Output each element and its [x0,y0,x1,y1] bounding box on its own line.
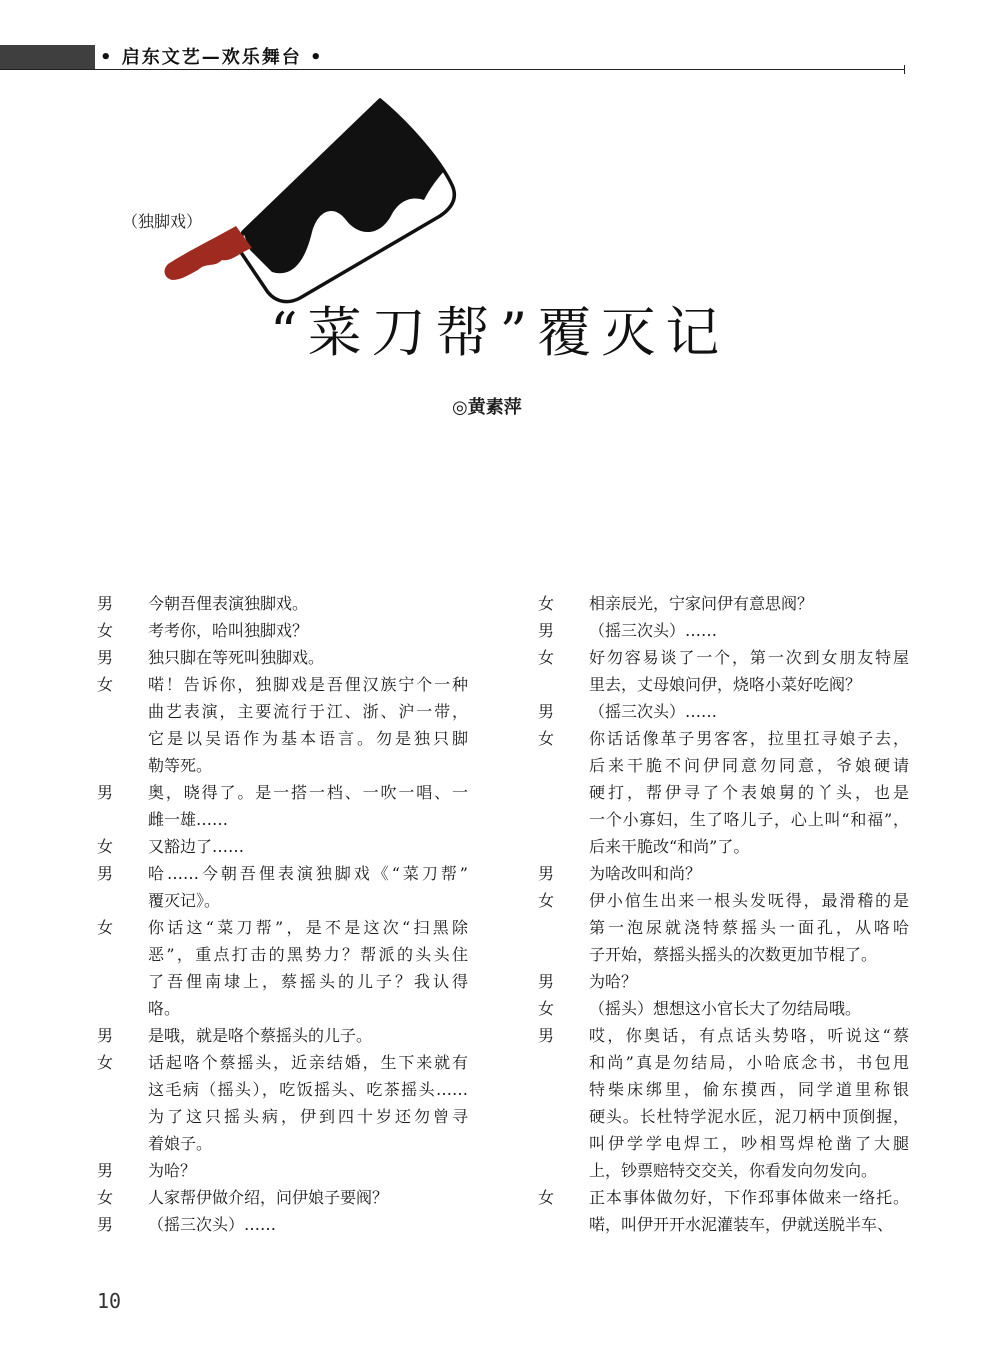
dialogue-entry [538,644,909,698]
cleaver-icon [150,90,470,310]
dialogue-line: 为了这只摇头病，伊到四十岁还勿曾寻 [148,1107,468,1126]
speaker-label: 男 [97,1026,114,1045]
dialogue-line: 特柴床绑里，偷东摸西，同学道里称银 [589,1080,909,1099]
speaker-label: 女 [538,594,555,613]
dialogue-column-left [97,590,468,1238]
dialogue-entry [97,617,468,644]
speaker-label: 女 [538,999,555,1018]
header-rule-tick [904,65,905,74]
dialogue-text [589,887,909,968]
dialogue-text [148,779,468,833]
dialogue-entry [97,1157,468,1184]
dialogue-line: （摇三次头）…… [589,621,718,640]
dialogue-line: 子开始，蔡摇头摇头的次数更加节棍了。 [589,945,878,964]
speaker-label: 男 [538,1026,555,1045]
dialogue-text [589,1184,909,1238]
dialogue-entry [538,887,909,968]
dialogue-entry [97,1211,468,1238]
speaker-label: 男 [538,702,555,721]
dialogue-entry [538,698,909,725]
dialogue-line: 奥，晓得了。是一搭一档、一吹一唱、一 [148,783,468,802]
dialogue-line: 硬头。长杜特学泥水匠，泥刀柄中顶倒握， [589,1107,909,1126]
dialogue-text [589,995,909,1022]
dialogue-line: 里去，丈母娘问伊，烧咯小菜好吃阀？ [589,675,862,694]
dialogue-line: 它是以吴语作为基本语言。勿是独只脚 [148,729,468,748]
speaker-label: 男 [538,864,555,883]
dialogue-entry [97,590,468,617]
dialogue-entry [97,779,468,833]
dialogue-line: 喏，叫伊开开水泥灌装车，伊就送脱半车、 [589,1215,894,1234]
speaker-label: 男 [97,1215,114,1234]
dialogue-text [148,833,468,860]
dialogue-line: 喏！告诉你，独脚戏是吾俚汉族宁个一种 [148,675,468,694]
dialogue-line: 上，钞票赔特交交关，你看发向勿发向。 [589,1161,878,1180]
author-byline: ◎黄素萍 [452,397,522,418]
dialogue-line: 你话话像革子男客客，拉里扛寻娘子去， [589,729,909,748]
speaker-label: 男 [538,621,555,640]
dialogue-line: 雌一雄…… [148,810,229,829]
dialogue-line: 曲艺表演，主要流行于江、浙、沪一带， [148,702,468,721]
dialogue-entry [538,590,909,617]
dialogue-line: 好勿容易谈了一个，第一次到女朋友特屋 [589,648,909,667]
dialogue-line: （摇三次头）…… [148,1215,277,1234]
dialogue-entry [538,617,909,644]
dialogue-entry [538,860,909,887]
dialogue-line: 硬打，帮伊寻了个表娘舅的丫头，也是 [589,783,909,802]
speaker-label: 女 [538,891,555,910]
dialogue-line: 为哈？ [148,1161,197,1180]
speaker-label: 男 [97,864,114,883]
dialogue-text [589,617,909,644]
dialogue-text [589,590,909,617]
dialogue-line: 叫伊学学电焊工，吵相骂焊枪凿了大腿 [589,1134,909,1153]
dialogue-line: 是哦，就是咯个蔡摇头的儿子。 [148,1026,373,1045]
cleaver-handle [165,226,252,280]
dialogue-entry [97,1049,468,1157]
dialogue-line: 相亲辰光，宁家问伊有意思阀？ [589,594,814,613]
header-bar [0,45,95,70]
dialogue-text [589,860,909,887]
dialogue-entry [538,725,909,860]
speaker-label: 女 [97,837,114,856]
speaker-label: 男 [97,648,114,667]
dialogue-entry [538,1022,909,1184]
dialogue-line: 为哈？ [589,972,638,991]
dialogue-entry [97,644,468,671]
dialogue-text [589,968,909,995]
dialogue-line: 人家帮伊做介绍，问伊娘子要阀？ [148,1188,389,1207]
dialogue-text [148,1211,468,1238]
dialogue-entry [97,914,468,1022]
dialogue-line: 哎，你奥话，有点话头势咯，听说这“蔡 [589,1026,909,1045]
dialogue-line: 正本事体做勿好，下作邳事体做来一络托。 [589,1188,909,1207]
page-number: 10 [97,1289,122,1313]
speaker-label: 女 [538,1188,555,1207]
dialogue-line: 这毛病（摇头），吃饭摇头、吃茶摇头…… [148,1080,468,1099]
dialogue-entry [97,860,468,914]
dialogue-text [148,1157,468,1184]
speaker-label: 女 [538,729,555,748]
dialogue-line: 又豁边了…… [148,837,245,856]
speaker-label: 女 [97,621,114,640]
dialogue-text [148,590,468,617]
dialogue-entry [97,671,468,779]
genre-label: （独脚戏） [122,212,203,231]
speaker-label: 男 [97,783,114,802]
dialogue-line: 话起咯个蔡摇头，近亲结婚，生下来就有 [148,1053,468,1072]
dialogue-line: 了吾俚南埭上，蔡摇头的儿子？我认得 [148,972,468,991]
speaker-label: 女 [97,1188,114,1207]
dialogue-line: 勒等死。 [148,756,213,775]
dialogue-entry [97,833,468,860]
dialogue-text [589,1022,909,1184]
dialogue-text [589,725,909,860]
speaker-label: 女 [538,648,555,667]
dialogue-entry [97,1022,468,1049]
dialogue-entry [538,968,909,995]
speaker-label: 男 [538,972,555,991]
dialogue-line: 你话这“菜刀帮”，是不是这次“扫黑除 [148,918,468,937]
article-title: “菜刀帮”覆灭记 [270,301,730,364]
dialogue-line: 为啥改叫和尚？ [589,864,702,883]
dialogue-text [148,1022,468,1049]
speaker-label: 女 [97,675,114,694]
dialogue-text [148,671,468,779]
dialogue-line: 一个小寡妇，生了咯儿子，心上叫“和福”， [589,810,909,829]
speaker-label: 女 [97,1053,114,1072]
dialogue-line: 后来干脆不问伊同意勿同意，爷娘硬请 [589,756,909,775]
dialogue-text [589,644,909,698]
section-header: • 启东文艺—欢乐舞台 • [100,47,324,68]
speaker-label: 女 [97,918,114,937]
dialogue-entry [97,1184,468,1211]
dialogue-entry [538,995,909,1022]
dialogue-entry [538,1184,909,1238]
dialogue-line: 哈……今朝吾俚表演独脚戏《“菜刀帮” [148,864,468,883]
dialogue-line: 伊小倌生出来一根头发呒得，最滑稽的是 [589,891,909,910]
dialogue-line: 咯。 [148,999,181,1018]
dialogue-line: 覆灭记》。 [148,891,221,910]
dialogue-text [148,914,468,1022]
speaker-label: 男 [97,594,114,613]
dialogue-text [148,617,468,644]
dialogue-column-right [538,590,909,1238]
dialogue-text [148,644,468,671]
dialogue-line: 考考你，哈叫独脚戏？ [148,621,309,640]
speaker-label: 男 [97,1161,114,1180]
dialogue-line: 恶”，重点打击的黑势力？帮派的头头住 [148,945,468,964]
dialogue-line: 着娘子。 [148,1134,213,1153]
dialogue-line: 今朝吾俚表演独脚戏。 [148,594,309,613]
dialogue-line: （摇头）想想这小官长大了勿结局哦。 [589,999,862,1018]
dialogue-text [148,1049,468,1157]
dialogue-text [148,860,468,914]
dialogue-line: 后来干脆改“和尚”了。 [589,837,750,856]
dialogue-line: （摇三次头）…… [589,702,718,721]
dialogue-text [148,1184,468,1211]
dialogue-line: 和尚”真是勿结局，小哈底念书，书包甩 [589,1053,909,1072]
dialogue-line: 独只脚在等死叫独脚戏。 [148,648,325,667]
dialogue-text [589,698,909,725]
dialogue-line: 第一泡尿就浇特蔡摇头一面孔，从咯哈 [589,918,909,937]
